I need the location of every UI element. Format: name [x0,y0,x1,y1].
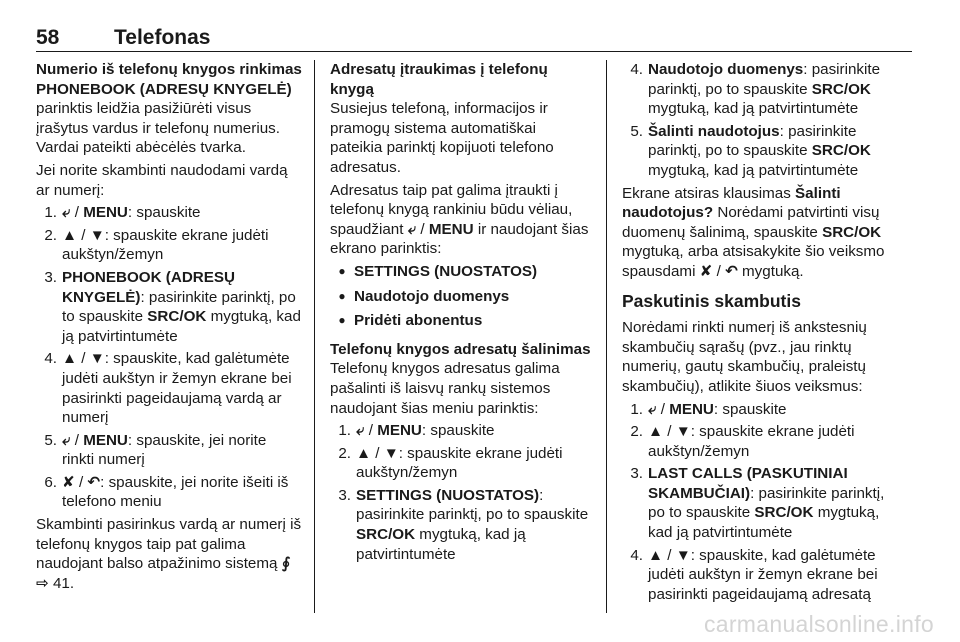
list-item: 2. ▲ / ▼: spauskite ekrane judėti aukštyn/žemyn [44,226,269,264]
section-heading-add-contacts: Adresatų įtraukimas į telefonų knygą [330,61,548,98]
back-arrow-icon: ↶ [87,473,101,491]
phone-icon: ⤶ [407,220,417,238]
end-call-icon: ✘ [699,262,713,280]
voice-recognition-icon: ∮ [281,555,291,573]
steps-list-dial [36,203,302,512]
paragraph-manual-add: Adresatus taip pat galima įtraukti į telefonų knygą rankiniu būdu vėliau, spaudžiant ⤶ / MENU ir naudojant šias ekrano parinktis: [330,181,589,258]
phone-icon: ⤶ [62,204,71,222]
list-item: ● Naudotojo duomenys [338,287,510,305]
list-item: 2. ▲ / ▼: spauskite ekrane judėti aukštyn/žemyn [338,444,563,482]
paragraph-phonebook-intro: PHONEBOOK (ADRESŲ KNYGELĖ) parinktis leidžia pasižiūrėti visus įrašytus vardus ir telefonų numerius. Vardai pateikti abėcėlės tvarka. [36,80,292,157]
steps-list-delete-continued [622,60,890,181]
section-heading-phonebook-dial: Numerio iš telefonų knygos rinkimas [36,61,302,78]
list-item: 4. ▲ / ▼: spauskite, kad galėtumėte judėti aukštyn ir žemyn ekrane bei pasirinkti pageidaujamą adresatą [630,546,878,603]
list-item: ● Pridėti abonentus [338,312,483,330]
column-divider-2 [606,60,607,613]
back-arrow-icon: ↶ [725,262,738,280]
paragraph-confirm-delete: Ekrane atsiras klausimas Šalinti naudotojus? Norėdami patvirtinti visų duomenų šalinimą, spauskite SRC/OK mygtuką, arba atsisakykite šio veiksmo spausdami ✘ / ↶ mygtuką. [622,184,885,280]
section-heading-last-calls: Paskutinis skambutis [622,290,801,311]
list-item: 4. Naudotojo duomenys: pasirinkite parinktį, po to spauskite SRC/OK mygtuką, kad ją patvirtintumėte [630,61,881,118]
paragraph-dial-intro: Jei norite skambinti naudodami vardą ar numerį: [36,161,288,199]
end-call-icon: ✘ [62,473,75,491]
page-reference-icon: ⇨ [36,574,49,592]
paragraph-voice-dial: Skambinti pasirinkus vardą ar numerį iš telefonų knygos taip pat galima naudojant balso atpažinimo sistemą ∮ ⇨ 41. [36,516,302,592]
phone-icon: ⤶ [62,431,71,449]
list-item: 6. ✘ / ↶: spauskite, jei norite išeiti iš telefono meniu [44,473,289,511]
list-item: 5. ⤶ / MENU: spauskite, jei norite rinkti numerį [44,431,267,469]
page-number: 58 [36,26,60,49]
column-1 [36,60,302,596]
paragraph-last-calls-intro: Norėdami rinkti numerį iš ankstesnių skambučių sąrašų (pvz., jau rinktų numerių, gautų skambučių, praleistų skambučių), atlikite šiuos veiksmus: [622,319,867,395]
list-item: ● SETTINGS (NUOSTATOS) [338,262,538,280]
list-item: 5. Šalinti naudotojus: pasirinkite parinktį, po to spauskite SRC/OK mygtuką, kad ją patvirtintumėte [630,122,871,179]
list-item: 1. ⤶ / MENU: spauskite [630,400,787,418]
section-heading-delete-contacts: Telefonų knygos adresatų šalinimas [330,340,591,358]
list-item: 4. ▲ / ▼: spauskite, kad galėtumėte judėti aukštyn ir žemyn ekrane bei pasirinkti pageidaujamą vardą ar numerį [44,350,292,427]
menu-options-list [330,262,592,331]
phone-icon: ⤶ [648,400,657,418]
list-item: 2. ▲ / ▼: spauskite ekrane judėti aukštyn/žemyn [630,423,855,460]
page-header [36,26,912,54]
column-2 [330,60,592,567]
steps-list-delete [330,421,592,564]
phonebook-label: PHONEBOOK (ADRESŲ KNYGELĖ) [36,80,292,98]
list-item: 3. LAST CALLS (PASKUTINIAI SKAMBUČIAI): pasirinkite parinktį, po to spauskite SRC/OK mygtuką, kad ją patvirtintumėte [630,465,885,542]
paragraph-auto-copy: Susiejus telefoną, informacijos ir pramogų sistema automatiškai pateikia parinktį kopijuoti telefono adresatus. [330,100,554,176]
header-rule [36,51,912,52]
column-divider-1 [314,60,315,613]
steps-list-last-calls [622,400,890,605]
page-title: Telefonas [114,26,211,49]
list-item: 1. ⤶ / MENU: spauskite [338,422,495,440]
list-item: 1. ⤶ / MENU: spauskite [44,204,201,222]
phone-icon: ⤶ [356,422,365,440]
column-3 [622,60,890,607]
list-item: 3. SETTINGS (NUOSTATOS): pasirinkite parinktį, po to spauskite SRC/OK mygtuką, kad ją patvirtintumėte [338,486,589,563]
paragraph-delete-intro: Telefonų knygos adresatus galima pašalinti iš laisvų rankų sistemos naudojant šias meniu parinktis: [330,360,560,417]
list-item: 3. PHONEBOOK (ADRESŲ KNYGELĖ): pasirinkite parinktį, po to spauskite SRC/OK mygtuką, kad ją patvirtintumėte [44,268,301,345]
watermark: carmanualsonline.info [703,611,934,637]
